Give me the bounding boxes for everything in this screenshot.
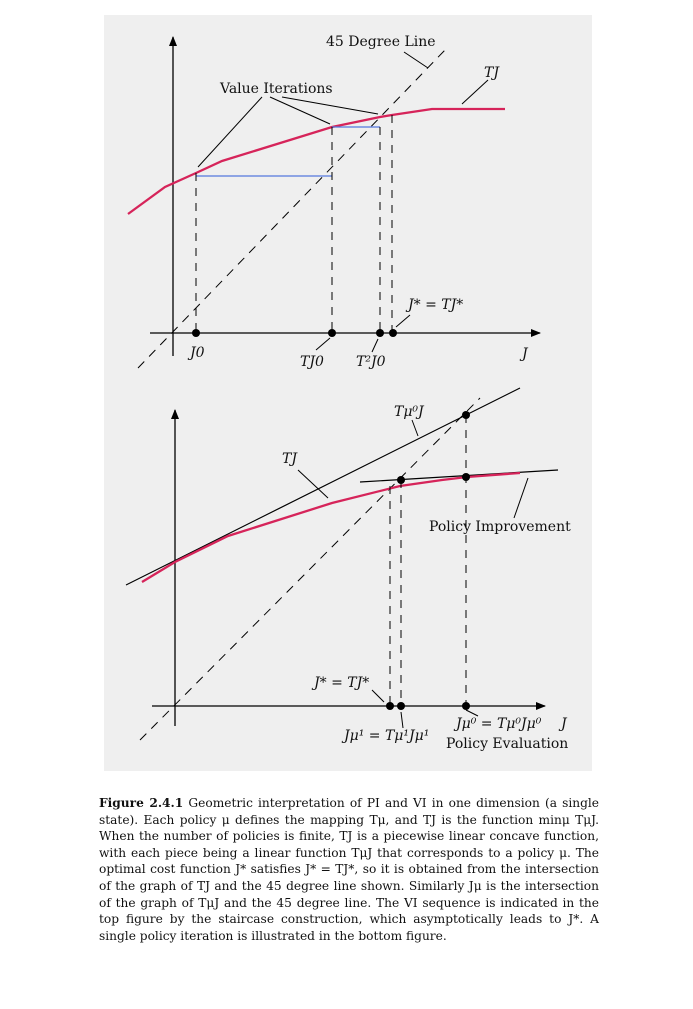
leader-tj0 xyxy=(316,338,330,350)
leader-tj-top xyxy=(462,80,488,104)
label-tj-bottom: TJ xyxy=(282,451,297,467)
dot-jmu1 xyxy=(397,702,405,710)
leader-policy-improvement xyxy=(514,478,528,518)
leader-jstar-top xyxy=(396,315,410,327)
label-jstar-bottom: J* = TJ* xyxy=(314,675,370,691)
label-jmu1: Jμ¹ = Tμ¹Jμ¹ xyxy=(344,728,430,744)
label-jmu0: Jμ⁰ = Tμ⁰Jμ⁰ xyxy=(456,716,542,732)
top-dot-tj0 xyxy=(328,329,336,337)
leader-tj-bottom xyxy=(298,470,328,498)
dot-jstar-bottom xyxy=(386,702,394,710)
top-figure xyxy=(128,34,540,370)
label-tmu0j: Tμ⁰J xyxy=(394,404,424,420)
dot-tj-mu0 xyxy=(462,473,470,481)
label-45-degree-line: 45 Degree Line xyxy=(326,34,436,50)
label-tj-top: TJ xyxy=(484,65,499,81)
top-tj-curve xyxy=(128,109,505,214)
dot-tmu0j-intersect xyxy=(462,411,470,419)
top-dot-j0 xyxy=(192,329,200,337)
label-j0: J0 xyxy=(190,345,205,361)
dot-tmu1j-intersect xyxy=(397,476,405,484)
label-tj0: TJ0 xyxy=(300,354,324,370)
leader-vi-2 xyxy=(270,97,330,124)
label-policy-improvement: Policy Improvement xyxy=(429,519,571,535)
leader-jstar-bottom xyxy=(372,690,384,702)
label-jstar-top: J* = TJ* xyxy=(408,297,464,313)
leader-t2j0 xyxy=(372,339,378,352)
caption-label: Figure 2.4.1 xyxy=(99,796,184,810)
top-45-degree-line xyxy=(138,50,445,368)
top-dot-t2j0 xyxy=(376,329,384,337)
leader-tmu0j xyxy=(412,420,418,436)
leader-45deg xyxy=(404,52,428,68)
leader-vi-3 xyxy=(282,97,378,114)
label-policy-evaluation: Policy Evaluation xyxy=(446,736,569,752)
label-value-iterations: Value Iterations xyxy=(220,81,333,97)
leader-vi-1 xyxy=(198,97,262,167)
caption-text: Geometric interpretation of PI and VI in one dimension (a single state). Each policy μ defines the mapping Tμ, and TJ is the function minμ TμJ. When the number of policies is finite, TJ is a piecewise linear concave function, with each piece being a linear function TμJ that corresponds to a policy μ. The optimal cost function J* satisfies J* = TJ*, so it is obtained from the intersection of the graph of TJ and the 45 degree line shown. Similarly Jμ is the intersection of the graph of TμJ and the 45 degree line. The VI sequence is indicated in the top figure by the staircase construction, which asymptotically leads to J*. A single policy iteration is illustrated in the bottom figure. xyxy=(99,796,600,943)
leader-jmu1 xyxy=(401,712,403,728)
figure-caption xyxy=(99,795,599,944)
label-t2j0: T²J0 xyxy=(356,354,386,370)
bottom-45-degree-line xyxy=(140,398,480,740)
label-j-axis-bottom: J xyxy=(561,716,567,732)
label-j-axis-top: J xyxy=(522,346,528,362)
dot-jmu0 xyxy=(462,702,470,710)
bottom-figure xyxy=(126,388,571,752)
tmu1j-line xyxy=(360,470,558,482)
top-dot-jstar xyxy=(389,329,397,337)
